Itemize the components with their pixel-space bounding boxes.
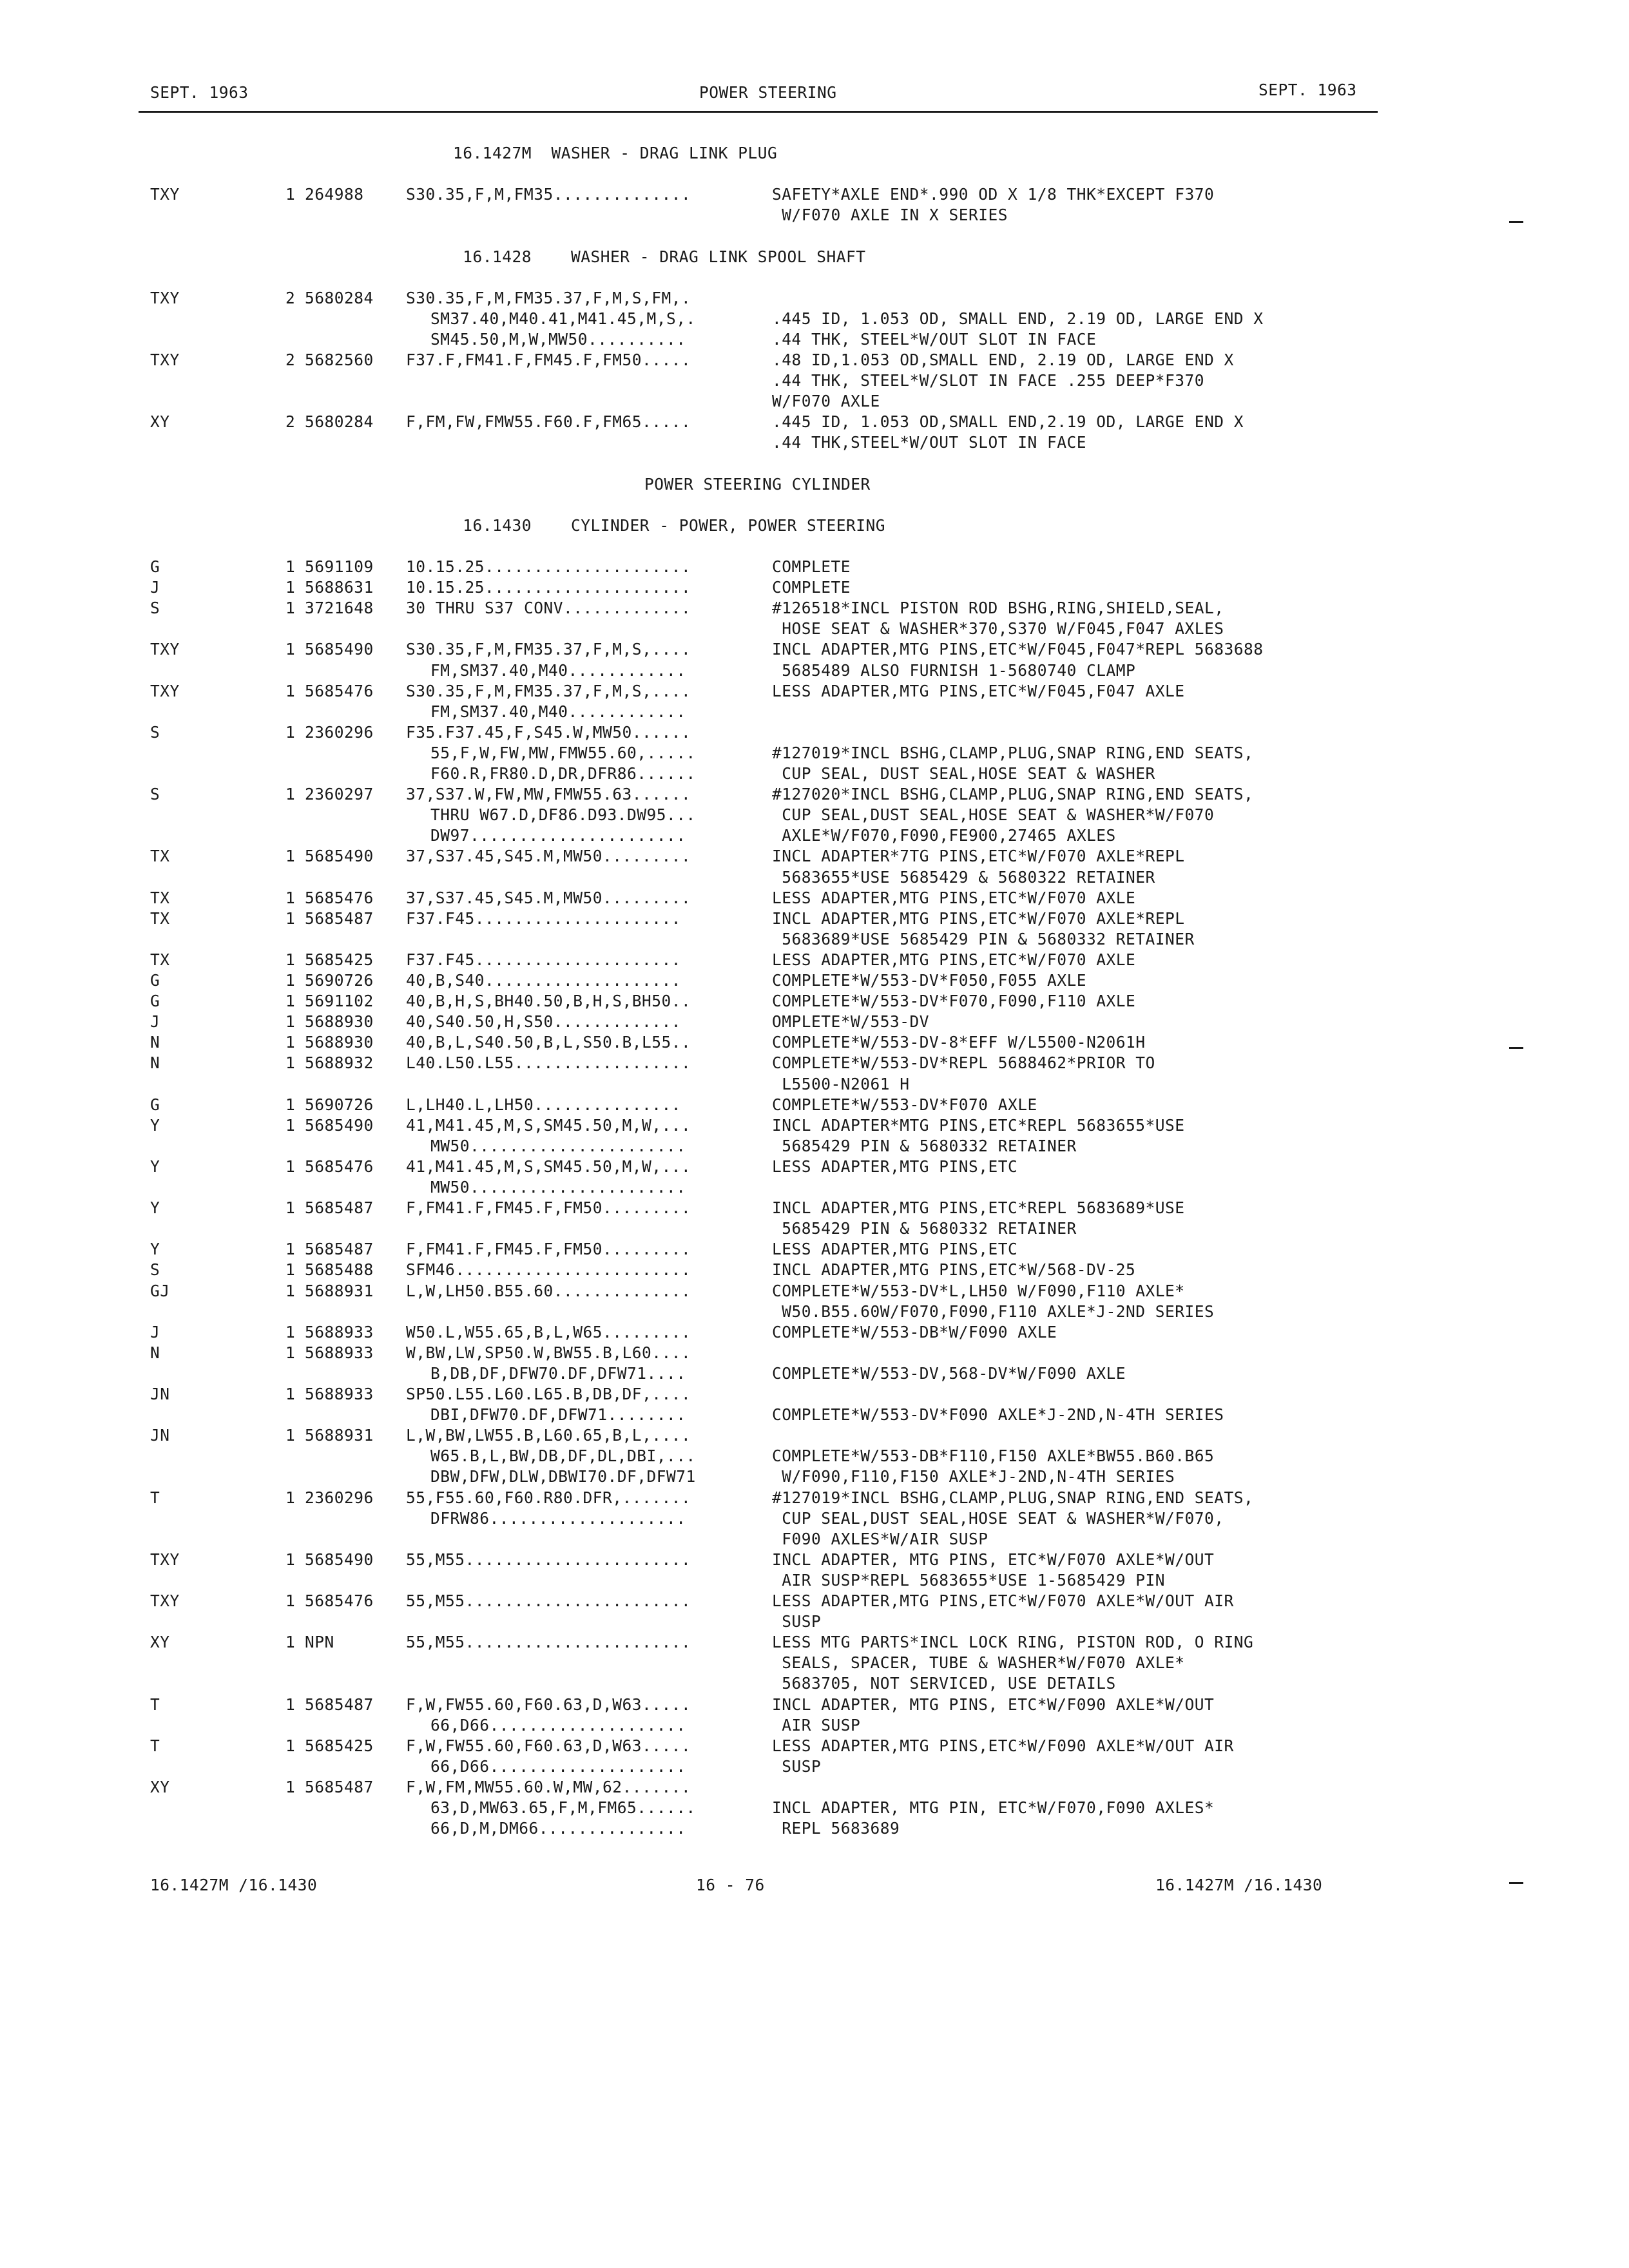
model-list: F37.F,FM41.F,FM45.F,FM50..... bbox=[406, 351, 691, 369]
part-number: 5680284 bbox=[305, 412, 374, 431]
series-codes: JN bbox=[150, 1385, 170, 1403]
series-codes: TX bbox=[150, 909, 170, 928]
part-description: INCL ADAPTER, MTG PINS, ETC*W/F090 AXLE*W/OUT bbox=[772, 1695, 1215, 1714]
model-list: W50.L,W55.65,B,L,W65......... bbox=[406, 1323, 691, 1341]
part-description: COMPLETE bbox=[772, 557, 851, 576]
part-number: 5688933 bbox=[305, 1343, 374, 1362]
section-heading: 16.1430 CYLINDER - POWER, POWER STEERING bbox=[453, 516, 886, 535]
footer-left: 16.1427M /16.1430 bbox=[150, 1876, 318, 1894]
model-list: 37,S37.45,S45.M,MW50......... bbox=[406, 889, 691, 907]
part-description: CUP SEAL,DUST SEAL,HOSE SEAT & WASHER*W/F070 bbox=[772, 805, 1215, 824]
quantity: 1 bbox=[285, 557, 296, 576]
series-codes: J bbox=[150, 578, 160, 597]
part-description: REPL 5683689 bbox=[772, 1819, 900, 1838]
part-description: COMPLETE*W/553-DB*W/F090 AXLE bbox=[772, 1323, 1057, 1341]
series-codes: J bbox=[150, 1323, 160, 1341]
part-description: 5683655*USE 5685429 & 5680322 RETAINER bbox=[772, 868, 1155, 887]
group-title: POWER STEERING CYLINDER bbox=[644, 475, 871, 494]
quantity: 1 bbox=[285, 640, 296, 658]
model-list: 40,S40.50,H,S50............. bbox=[406, 1012, 682, 1031]
quantity: 1 bbox=[285, 1385, 296, 1403]
quantity: 1 bbox=[285, 1343, 296, 1362]
part-description: INCL ADAPTER, MTG PIN, ETC*W/F070,F090 AXLES* bbox=[772, 1798, 1215, 1817]
part-number: 5685425 bbox=[305, 1736, 374, 1755]
model-list: 40,B,S40.................... bbox=[406, 971, 682, 990]
quantity: 1 bbox=[285, 1778, 296, 1796]
quantity: 1 bbox=[285, 847, 296, 865]
series-codes: N bbox=[150, 1053, 160, 1072]
part-number: 5691102 bbox=[305, 992, 374, 1010]
part-number: 5691109 bbox=[305, 557, 374, 576]
model-list: 66,D66.................... bbox=[430, 1716, 686, 1735]
series-codes: Y bbox=[150, 1240, 160, 1258]
series-codes: TXY bbox=[150, 185, 180, 204]
part-number: 2360297 bbox=[305, 785, 374, 803]
part-description: .445 ID, 1.053 OD, SMALL END, 2.19 OD, LARGE END X bbox=[772, 309, 1264, 328]
model-list: FM,SM37.40,M40............ bbox=[430, 702, 686, 721]
part-description: INCL ADAPTER*MTG PINS,ETC*REPL 5683655*USE bbox=[772, 1116, 1185, 1135]
part-description: INCL ADAPTER,MTG PINS,ETC*REPL 5683689*USE bbox=[772, 1198, 1185, 1217]
model-list: 40,B,H,S,BH40.50,B,H,S,BH50.. bbox=[406, 992, 691, 1010]
section-heading: 16.1427M WASHER - DRAG LINK PLUG bbox=[453, 144, 778, 162]
part-number: 5682560 bbox=[305, 351, 374, 369]
model-list: L40.L50.L55.................. bbox=[406, 1053, 691, 1072]
part-description: 5685429 PIN & 5680332 RETAINER bbox=[772, 1137, 1077, 1155]
series-codes: TX bbox=[150, 950, 170, 969]
model-list: DFRW86.................... bbox=[430, 1509, 686, 1528]
quantity: 1 bbox=[285, 1012, 296, 1031]
part-number: 5685487 bbox=[305, 1695, 374, 1714]
series-codes: T bbox=[150, 1488, 160, 1507]
model-list: S30.35,F,M,FM35.37,F,M,S,.... bbox=[406, 682, 691, 700]
model-list: SM37.40,M40.41,M41.45,M,S,. bbox=[430, 309, 696, 328]
part-description: 5685489 ALSO FURNISH 1-5680740 CLAMP bbox=[772, 661, 1136, 680]
part-description: AIR SUSP*REPL 5683655*USE 1-5685429 PIN bbox=[772, 1571, 1166, 1590]
series-codes: S bbox=[150, 785, 160, 803]
model-list: DW97...................... bbox=[430, 826, 686, 845]
quantity: 1 bbox=[285, 1157, 296, 1176]
model-list: DBI,DFW70.DF,DFW71........ bbox=[430, 1405, 686, 1424]
model-list: 30 THRU S37 CONV............. bbox=[406, 599, 691, 617]
part-number: 5690726 bbox=[305, 1095, 374, 1114]
part-description: #127020*INCL BSHG,CLAMP,PLUG,SNAP RING,END SEATS, bbox=[772, 785, 1254, 803]
series-codes: XY bbox=[150, 412, 170, 431]
part-description: LESS ADAPTER,MTG PINS,ETC*W/F070 AXLE bbox=[772, 889, 1136, 907]
series-codes: G bbox=[150, 992, 160, 1010]
part-number: 264988 bbox=[305, 185, 364, 204]
part-number: 5688930 bbox=[305, 1033, 374, 1052]
part-description: AIR SUSP bbox=[772, 1716, 861, 1735]
part-number: NPN bbox=[305, 1633, 334, 1651]
model-list: 10.15.25..................... bbox=[406, 557, 691, 576]
header-date-right: SEPT. 1963 bbox=[1258, 81, 1357, 99]
series-codes: G bbox=[150, 557, 160, 576]
quantity: 1 bbox=[285, 1260, 296, 1279]
part-number: 5688930 bbox=[305, 1012, 374, 1031]
part-number: 5688932 bbox=[305, 1053, 374, 1072]
quantity: 1 bbox=[285, 1240, 296, 1258]
quantity: 1 bbox=[285, 1488, 296, 1507]
header-title: POWER STEERING bbox=[699, 83, 837, 102]
part-description: LESS MTG PARTS*INCL LOCK RING, PISTON ROD, O RING bbox=[772, 1633, 1254, 1651]
model-list: 37,S37.W,FW,MW,FMW55.63...... bbox=[406, 785, 691, 803]
part-number: 5685476 bbox=[305, 1157, 374, 1176]
part-number: 5685476 bbox=[305, 1591, 374, 1610]
quantity: 1 bbox=[285, 682, 296, 700]
quantity: 1 bbox=[285, 1116, 296, 1135]
series-codes: XY bbox=[150, 1778, 170, 1796]
model-list: 66,D66.................... bbox=[430, 1757, 686, 1776]
part-description: INCL ADAPTER,MTG PINS,ETC*W/F045,F047*REPL 5683688 bbox=[772, 640, 1264, 658]
part-number: 3721648 bbox=[305, 599, 374, 617]
quantity: 1 bbox=[285, 723, 296, 742]
part-description: #127019*INCL BSHG,CLAMP,PLUG,SNAP RING,END SEATS, bbox=[772, 744, 1254, 762]
series-codes: TXY bbox=[150, 289, 180, 307]
part-number: 5685487 bbox=[305, 909, 374, 928]
series-codes: TXY bbox=[150, 682, 180, 700]
part-number: 5685490 bbox=[305, 1550, 374, 1569]
section-heading: 16.1428 WASHER - DRAG LINK SPOOL SHAFT bbox=[453, 247, 866, 266]
model-list: F,FM41.F,FM45.F,FM50......... bbox=[406, 1198, 691, 1217]
series-codes: G bbox=[150, 1095, 160, 1114]
part-description: SUSP bbox=[772, 1757, 822, 1776]
series-codes: JN bbox=[150, 1426, 170, 1445]
model-list: SM45.50,M,W,MW50.......... bbox=[430, 330, 686, 349]
part-number: 5685487 bbox=[305, 1778, 374, 1796]
part-description: CUP SEAL, DUST SEAL,HOSE SEAT & WASHER bbox=[772, 764, 1155, 783]
part-description: L5500-N2061 H bbox=[772, 1075, 910, 1093]
quantity: 1 bbox=[285, 992, 296, 1010]
part-number: 2360296 bbox=[305, 723, 374, 742]
part-description: HOSE SEAT & WASHER*370,S370 W/F045,F047 AXLES bbox=[772, 619, 1224, 638]
model-list: DBW,DFW,DLW,DBWI70.DF,DFW71 bbox=[430, 1467, 696, 1486]
model-list: 55,M55....................... bbox=[406, 1633, 691, 1651]
part-number: 2360296 bbox=[305, 1488, 374, 1507]
series-codes: GJ bbox=[150, 1282, 170, 1300]
margin-mark bbox=[1509, 1047, 1523, 1049]
model-list: 55,M55....................... bbox=[406, 1591, 691, 1610]
model-list: 41,M41.45,M,S,SM45.50,M,W,... bbox=[406, 1157, 691, 1176]
quantity: 1 bbox=[285, 1323, 296, 1341]
model-list: F,W,FW55.60,F60.63,D,W63..... bbox=[406, 1736, 691, 1755]
part-description: COMPLETE*W/553-DV*F070,F090,F110 AXLE bbox=[772, 992, 1136, 1010]
model-list: 10.15.25..................... bbox=[406, 578, 691, 597]
model-list: SP50.L55.L60.L65.B,DB,DF,.... bbox=[406, 1385, 691, 1403]
part-description: SAFETY*AXLE END*.990 OD X 1/8 THK*EXCEPT F370 bbox=[772, 185, 1215, 204]
series-codes: S bbox=[150, 1260, 160, 1279]
part-description: 5683705, NOT SERVICED, USE DETAILS bbox=[772, 1674, 1116, 1693]
part-description: COMPLETE*W/553-DV-8*EFF W/L5500-N2061H bbox=[772, 1033, 1146, 1052]
part-number: 5685476 bbox=[305, 889, 374, 907]
part-number: 5688931 bbox=[305, 1282, 374, 1300]
quantity: 1 bbox=[285, 1736, 296, 1755]
part-description: #127019*INCL BSHG,CLAMP,PLUG,SNAP RING,END SEATS, bbox=[772, 1488, 1254, 1507]
part-number: 5685488 bbox=[305, 1260, 374, 1279]
part-description: OMPLETE*W/553-DV bbox=[772, 1012, 930, 1031]
model-list: SFM46........................ bbox=[406, 1260, 691, 1279]
part-description: .445 ID, 1.053 OD,SMALL END,2.19 OD, LARGE END X bbox=[772, 412, 1244, 431]
quantity: 2 bbox=[285, 351, 296, 369]
model-list: 37,S37.45,S45.M,MW50......... bbox=[406, 847, 691, 865]
model-list: F,FM41.F,FM45.F,FM50......... bbox=[406, 1240, 691, 1258]
quantity: 1 bbox=[285, 1550, 296, 1569]
series-codes: T bbox=[150, 1695, 160, 1714]
model-list: L,W,BW,LW55.B,L60.65,B,L,.... bbox=[406, 1426, 691, 1445]
series-codes: J bbox=[150, 1012, 160, 1031]
part-description: W/F090,F110,F150 AXLE*J-2ND,N-4TH SERIES bbox=[772, 1467, 1175, 1486]
quantity: 1 bbox=[285, 1426, 296, 1445]
part-description: F090 AXLES*W/AIR SUSP bbox=[772, 1530, 988, 1548]
margin-mark bbox=[1509, 221, 1523, 223]
model-list: MW50...................... bbox=[430, 1137, 686, 1155]
series-codes: N bbox=[150, 1343, 160, 1362]
model-list: 55,F55.60,F60.R80.DFR,....... bbox=[406, 1488, 691, 1507]
quantity: 1 bbox=[285, 971, 296, 990]
part-description: .44 THK,STEEL*W/OUT SLOT IN FACE bbox=[772, 433, 1087, 452]
series-codes: T bbox=[150, 1736, 160, 1755]
model-list: F,W,FW55.60,F60.63,D,W63..... bbox=[406, 1695, 691, 1714]
series-codes: Y bbox=[150, 1116, 160, 1135]
quantity: 2 bbox=[285, 412, 296, 431]
part-description: COMPLETE*W/553-DB*F110,F150 AXLE*BW55.B60.B65 bbox=[772, 1446, 1215, 1465]
part-number: 5685487 bbox=[305, 1240, 374, 1258]
model-list: S30.35,F,M,FM35.............. bbox=[406, 185, 691, 204]
quantity: 1 bbox=[285, 1591, 296, 1610]
quantity: 1 bbox=[285, 785, 296, 803]
model-list: B,DB,DF,DFW70.DF,DFW71.... bbox=[430, 1364, 686, 1383]
part-description: LESS ADAPTER,MTG PINS,ETC bbox=[772, 1157, 1018, 1176]
part-number: 5688931 bbox=[305, 1426, 374, 1445]
quantity: 1 bbox=[285, 889, 296, 907]
part-number: 5685490 bbox=[305, 1116, 374, 1135]
part-description: AXLE*W/F070,F090,FE900,27465 AXLES bbox=[772, 826, 1116, 845]
series-codes: TX bbox=[150, 889, 170, 907]
part-description: COMPLETE*W/553-DV*REPL 5688462*PRIOR TO bbox=[772, 1053, 1155, 1072]
part-description: .48 ID,1.053 OD,SMALL END, 2.19 OD, LARGE END X bbox=[772, 351, 1234, 369]
model-list: F35.F37.45,F,S45.W,MW50...... bbox=[406, 723, 691, 742]
part-description: INCL ADAPTER,MTG PINS,ETC*W/F070 AXLE*REPL bbox=[772, 909, 1185, 928]
model-list: 66,D,M,DM66............... bbox=[430, 1819, 686, 1838]
part-description: COMPLETE*W/553-DV*F090 AXLE*J-2ND,N-4TH SERIES bbox=[772, 1405, 1224, 1424]
series-codes: TXY bbox=[150, 1550, 180, 1569]
part-description: LESS ADAPTER,MTG PINS,ETC bbox=[772, 1240, 1018, 1258]
quantity: 1 bbox=[285, 578, 296, 597]
part-description: COMPLETE*W/553-DV,568-DV*W/F090 AXLE bbox=[772, 1364, 1126, 1383]
part-description: W/F070 AXLE bbox=[772, 392, 880, 410]
model-list: F,FM,FW,FMW55.F60.F,FM65..... bbox=[406, 412, 691, 431]
part-description: CUP SEAL,DUST SEAL,HOSE SEAT & WASHER*W/F070, bbox=[772, 1509, 1224, 1528]
model-list: FM,SM37.40,M40............ bbox=[430, 661, 686, 680]
model-list: F37.F45..................... bbox=[406, 909, 682, 928]
part-description: COMPLETE*W/553-DV*F050,F055 AXLE bbox=[772, 971, 1087, 990]
part-number: 5685425 bbox=[305, 950, 374, 969]
part-number: 5688631 bbox=[305, 578, 374, 597]
series-codes: Y bbox=[150, 1198, 160, 1217]
part-description: SUSP bbox=[772, 1612, 822, 1631]
part-number: 5688933 bbox=[305, 1323, 374, 1341]
part-number: 5685490 bbox=[305, 847, 374, 865]
part-description: #126518*INCL PISTON ROD BSHG,RING,SHIELD,SEAL, bbox=[772, 599, 1224, 617]
quantity: 1 bbox=[285, 1095, 296, 1114]
margin-mark bbox=[1509, 1882, 1523, 1884]
series-codes: S bbox=[150, 599, 160, 617]
part-number: 5680284 bbox=[305, 289, 374, 307]
quantity: 1 bbox=[285, 599, 296, 617]
part-number: 5690726 bbox=[305, 971, 374, 990]
model-list: L,W,LH50.B55.60.............. bbox=[406, 1282, 691, 1300]
part-number: 5685476 bbox=[305, 682, 374, 700]
part-description: LESS ADAPTER,MTG PINS,ETC*W/F090 AXLE*W/OUT AIR bbox=[772, 1736, 1234, 1755]
quantity: 1 bbox=[285, 185, 296, 204]
series-codes: S bbox=[150, 723, 160, 742]
part-number: 5685487 bbox=[305, 1198, 374, 1217]
part-description: COMPLETE*W/553-DV*L,LH50 W/F090,F110 AXLE* bbox=[772, 1282, 1185, 1300]
quantity: 1 bbox=[285, 1282, 296, 1300]
series-codes: XY bbox=[150, 1633, 170, 1651]
part-description: COMPLETE*W/553-DV*F070 AXLE bbox=[772, 1095, 1037, 1114]
part-description: W50.B55.60W/F070,F090,F110 AXLE*J-2ND SERIES bbox=[772, 1302, 1215, 1321]
part-description: .44 THK, STEEL*W/SLOT IN FACE .255 DEEP*F370 bbox=[772, 371, 1205, 390]
series-codes: N bbox=[150, 1033, 160, 1052]
series-codes: Y bbox=[150, 1157, 160, 1176]
model-list: 63,D,MW63.65,F,M,FM65...... bbox=[430, 1798, 696, 1817]
part-description: LESS ADAPTER,MTG PINS,ETC*W/F070 AXLE bbox=[772, 950, 1136, 969]
series-codes: TXY bbox=[150, 351, 180, 369]
model-list: F37.F45..................... bbox=[406, 950, 682, 969]
series-codes: G bbox=[150, 971, 160, 990]
quantity: 2 bbox=[285, 289, 296, 307]
part-description: SEALS, SPACER, TUBE & WASHER*W/F070 AXLE* bbox=[772, 1653, 1185, 1672]
model-list: 55,M55....................... bbox=[406, 1550, 691, 1569]
quantity: 1 bbox=[285, 950, 296, 969]
footer-right: 16.1427M /16.1430 bbox=[1155, 1876, 1323, 1894]
model-list: 40,B,L,S40.50,B,L,S50.B,L55.. bbox=[406, 1033, 691, 1052]
model-list: F60.R,FR80.D,DR,DFR86...... bbox=[430, 764, 696, 783]
part-description: INCL ADAPTER,MTG PINS,ETC*W/568-DV-25 bbox=[772, 1260, 1136, 1279]
model-list: W,BW,LW,SP50.W,BW55.B,L60.... bbox=[406, 1343, 691, 1362]
series-codes: TXY bbox=[150, 1591, 180, 1610]
quantity: 1 bbox=[285, 1695, 296, 1714]
series-codes: TX bbox=[150, 847, 170, 865]
quantity: 1 bbox=[285, 909, 296, 928]
part-description: INCL ADAPTER, MTG PINS, ETC*W/F070 AXLE*W/OUT bbox=[772, 1550, 1215, 1569]
quantity: 1 bbox=[285, 1198, 296, 1217]
model-list: 55,F,W,FW,MW,FMW55.60,..... bbox=[430, 744, 696, 762]
part-description: COMPLETE bbox=[772, 578, 851, 597]
model-list: S30.35,F,M,FM35.37,F,M,S,FM,. bbox=[406, 289, 691, 307]
quantity: 1 bbox=[285, 1633, 296, 1651]
header-rule bbox=[139, 111, 1378, 113]
model-list: S30.35,F,M,FM35.37,F,M,S,.... bbox=[406, 640, 691, 658]
header-date-left: SEPT. 1963 bbox=[150, 83, 249, 102]
quantity: 1 bbox=[285, 1033, 296, 1052]
quantity: 1 bbox=[285, 1053, 296, 1072]
part-description: LESS ADAPTER,MTG PINS,ETC*W/F045,F047 AXLE bbox=[772, 682, 1185, 700]
model-list: MW50...................... bbox=[430, 1178, 686, 1196]
footer-page-number: 16 - 76 bbox=[696, 1876, 765, 1894]
series-codes: TXY bbox=[150, 640, 180, 658]
part-description: INCL ADAPTER*7TG PINS,ETC*W/F070 AXLE*REPL bbox=[772, 847, 1185, 865]
model-list: W65.B,L,BW,DB,DF,DL,DBI,... bbox=[430, 1446, 696, 1465]
model-list: 41,M41.45,M,S,SM45.50,M,W,... bbox=[406, 1116, 691, 1135]
model-list: F,W,FM,MW55.60.W,MW,62....... bbox=[406, 1778, 691, 1796]
part-description: .44 THK, STEEL*W/OUT SLOT IN FACE bbox=[772, 330, 1097, 349]
part-number: 5685490 bbox=[305, 640, 374, 658]
part-description: 5683689*USE 5685429 PIN & 5680332 RETAINER bbox=[772, 930, 1195, 948]
part-number: 5688933 bbox=[305, 1385, 374, 1403]
part-description: W/F070 AXLE IN X SERIES bbox=[772, 206, 1008, 224]
part-description: LESS ADAPTER,MTG PINS,ETC*W/F070 AXLE*W/OUT AIR bbox=[772, 1591, 1234, 1610]
part-description: 5685429 PIN & 5680332 RETAINER bbox=[772, 1219, 1077, 1238]
model-list: L,LH40.L,LH50............... bbox=[406, 1095, 682, 1114]
model-list: THRU W67.D,DF86.D93.DW95... bbox=[430, 805, 696, 824]
